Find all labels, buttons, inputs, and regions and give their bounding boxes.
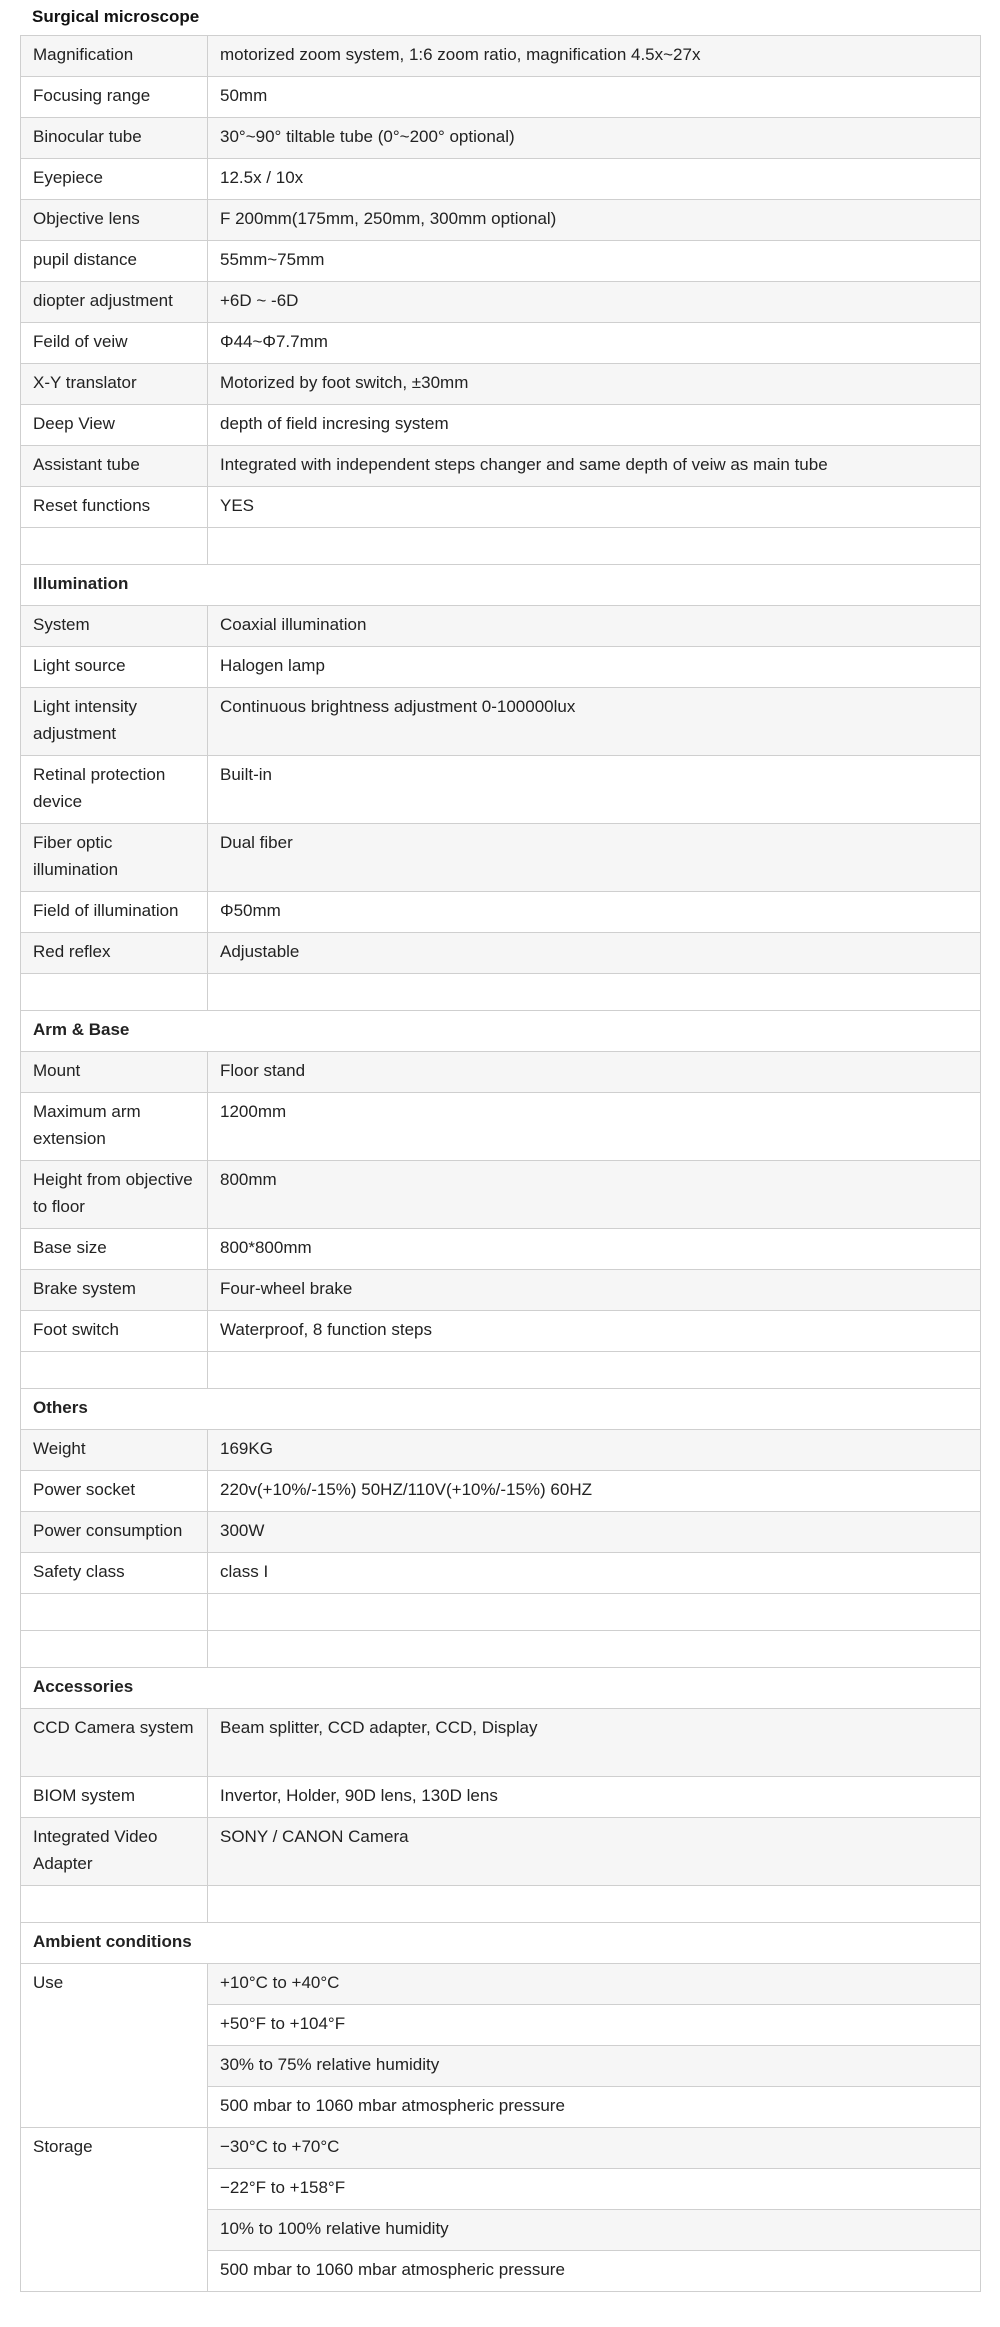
spec-label: Fiber optic illumination xyxy=(21,824,208,892)
spec-label: Binocular tube xyxy=(21,118,208,159)
spec-label: Brake system xyxy=(21,1270,208,1311)
spec-label: Light intensity adjustment xyxy=(21,688,208,756)
spec-row xyxy=(21,323,981,364)
section-title: Accessories xyxy=(21,1668,981,1709)
spec-value: Beam splitter, CCD adapter, CCD, Display xyxy=(208,1709,981,1777)
spacer-cell xyxy=(208,1631,981,1668)
spec-value: SONY / CANON Camera xyxy=(208,1818,981,1886)
spec-row xyxy=(21,405,981,446)
section-title: Others xyxy=(21,1389,981,1430)
section-header-row xyxy=(21,1011,981,1052)
spacer-row xyxy=(21,528,981,565)
spec-row xyxy=(21,282,981,323)
spec-label: BIOM system xyxy=(21,1777,208,1818)
spec-value: motorized zoom system, 1:6 zoom ratio, magnification 4.5x~27x xyxy=(208,36,981,77)
spec-row xyxy=(21,647,981,688)
spec-label: Focusing range xyxy=(21,77,208,118)
spacer-cell xyxy=(21,1886,208,1923)
spec-value: 12.5x / 10x xyxy=(208,159,981,200)
spec-label: CCD Camera system xyxy=(21,1709,208,1777)
spec-label: Assistant tube xyxy=(21,446,208,487)
spec-label: Field of illumination xyxy=(21,892,208,933)
spec-label: Feild of veiw xyxy=(21,323,208,364)
spec-row xyxy=(21,77,981,118)
spec-label: X-Y translator xyxy=(21,364,208,405)
spec-row xyxy=(21,1471,981,1512)
spec-value: Invertor, Holder, 90D lens, 130D lens xyxy=(208,1777,981,1818)
page-title: Surgical microscope xyxy=(32,7,200,26)
spec-value: YES xyxy=(208,487,981,528)
spec-value: depth of field incresing system xyxy=(208,405,981,446)
ambient-row xyxy=(21,2128,981,2169)
ambient-row xyxy=(21,1964,981,2005)
ambient-value: −30°C to +70°C xyxy=(208,2128,981,2169)
spec-row xyxy=(21,606,981,647)
spec-row xyxy=(21,1311,981,1352)
section-header-row xyxy=(21,565,981,606)
spec-label: pupil distance xyxy=(21,241,208,282)
spec-value: Floor stand xyxy=(208,1052,981,1093)
spacer-row xyxy=(21,1631,981,1668)
section-title: Ambient conditions xyxy=(21,1923,981,1964)
spacer-cell xyxy=(21,528,208,565)
spec-value: Φ44~Φ7.7mm xyxy=(208,323,981,364)
spacer-cell xyxy=(21,1352,208,1389)
spec-row xyxy=(21,364,981,405)
spec-value: 55mm~75mm xyxy=(208,241,981,282)
spacer-cell xyxy=(208,1594,981,1631)
spec-row xyxy=(21,159,981,200)
spec-row xyxy=(21,1161,981,1229)
spec-value: 50mm xyxy=(208,77,981,118)
spec-label: Base size xyxy=(21,1229,208,1270)
spacer-cell xyxy=(208,974,981,1011)
spec-value: Four-wheel brake xyxy=(208,1270,981,1311)
spec-row xyxy=(21,1777,981,1818)
spec-value: 300W xyxy=(208,1512,981,1553)
spacer-row xyxy=(21,974,981,1011)
spec-row xyxy=(21,36,981,77)
spec-row xyxy=(21,1229,981,1270)
spec-value: F 200mm(175mm, 250mm, 300mm optional) xyxy=(208,200,981,241)
spec-label: Power consumption xyxy=(21,1512,208,1553)
spacer-cell xyxy=(21,1594,208,1631)
spec-row xyxy=(21,1553,981,1594)
spec-label: diopter adjustment xyxy=(21,282,208,323)
spec-value: Motorized by foot switch, ±30mm xyxy=(208,364,981,405)
spec-label: System xyxy=(21,606,208,647)
spec-value: Waterproof, 8 function steps xyxy=(208,1311,981,1352)
spec-label: Reset functions xyxy=(21,487,208,528)
spacer-row xyxy=(21,1352,981,1389)
spec-value: 1200mm xyxy=(208,1093,981,1161)
spec-value: Adjustable xyxy=(208,933,981,974)
spacer-row xyxy=(21,1594,981,1631)
spec-row xyxy=(21,1270,981,1311)
spec-value: Built-in xyxy=(208,756,981,824)
section-header-row xyxy=(21,1923,981,1964)
spacer-cell xyxy=(208,528,981,565)
spacer-cell xyxy=(208,1886,981,1923)
ambient-value: +50°F to +104°F xyxy=(208,2005,981,2046)
spec-row xyxy=(21,1512,981,1553)
section-header-row xyxy=(21,1668,981,1709)
spec-value: 800mm xyxy=(208,1161,981,1229)
spec-label: Eyepiece xyxy=(21,159,208,200)
ambient-value: 10% to 100% relative humidity xyxy=(208,2210,981,2251)
spec-label: Safety class xyxy=(21,1553,208,1594)
spec-value: Coaxial illumination xyxy=(208,606,981,647)
spec-row xyxy=(21,1709,981,1777)
ambient-label: Storage xyxy=(21,2128,208,2292)
spec-row xyxy=(21,1430,981,1471)
spec-label: Power socket xyxy=(21,1471,208,1512)
spec-row xyxy=(21,200,981,241)
spec-label: Light source xyxy=(21,647,208,688)
spec-row xyxy=(21,487,981,528)
spec-value: 220v(+10%/-15%) 50HZ/110V(+10%/-15%) 60HZ xyxy=(208,1471,981,1512)
spec-row xyxy=(21,933,981,974)
spec-row xyxy=(21,1052,981,1093)
spec-row xyxy=(21,446,981,487)
spec-label: Maximum arm extension xyxy=(21,1093,208,1161)
spec-label: Weight xyxy=(21,1430,208,1471)
spec-value: 800*800mm xyxy=(208,1229,981,1270)
section-title: Illumination xyxy=(21,565,981,606)
spec-value: Integrated with independent steps changer and same depth of veiw as main tube xyxy=(208,446,981,487)
ambient-value: 500 mbar to 1060 mbar atmospheric pressure xyxy=(208,2251,981,2292)
spec-row xyxy=(21,688,981,756)
spec-row xyxy=(21,1093,981,1161)
spec-value: class I xyxy=(208,1553,981,1594)
spec-label: Magnification xyxy=(21,36,208,77)
ambient-label: Use xyxy=(21,1964,208,2128)
spec-label: Deep View xyxy=(21,405,208,446)
spec-value: 30°~90° tiltable tube (0°~200° optional) xyxy=(208,118,981,159)
spacer-cell xyxy=(21,974,208,1011)
spec-label: Objective lens xyxy=(21,200,208,241)
spec-value: Continuous brightness adjustment 0-100000lux xyxy=(208,688,981,756)
spacer-cell xyxy=(208,1352,981,1389)
spec-row xyxy=(21,241,981,282)
spec-label: Retinal protection device xyxy=(21,756,208,824)
spec-table-body xyxy=(21,36,981,2292)
spec-row xyxy=(21,1818,981,1886)
spec-value: Halogen lamp xyxy=(208,647,981,688)
ambient-value: 500 mbar to 1060 mbar atmospheric pressure xyxy=(208,2087,981,2128)
spec-value: 169KG xyxy=(208,1430,981,1471)
spec-value: Φ50mm xyxy=(208,892,981,933)
spec-label: Height from objective to floor xyxy=(21,1161,208,1229)
spacer-row xyxy=(21,1886,981,1923)
spec-row xyxy=(21,756,981,824)
ambient-value: −22°F to +158°F xyxy=(208,2169,981,2210)
spec-value: +6D ~ -6D xyxy=(208,282,981,323)
spec-value: Dual fiber xyxy=(208,824,981,892)
spacer-cell xyxy=(21,1631,208,1668)
spec-label: Red reflex xyxy=(21,933,208,974)
spec-label: Foot switch xyxy=(21,1311,208,1352)
spec-row xyxy=(21,824,981,892)
spec-label: Integrated Video Adapter xyxy=(21,1818,208,1886)
section-header-row xyxy=(21,1389,981,1430)
ambient-value: 30% to 75% relative humidity xyxy=(208,2046,981,2087)
spec-row xyxy=(21,892,981,933)
section-title: Arm & Base xyxy=(21,1011,981,1052)
spec-table xyxy=(20,35,981,2292)
ambient-value: +10°C to +40°C xyxy=(208,1964,981,2005)
spec-row xyxy=(21,118,981,159)
spec-label: Mount xyxy=(21,1052,208,1093)
